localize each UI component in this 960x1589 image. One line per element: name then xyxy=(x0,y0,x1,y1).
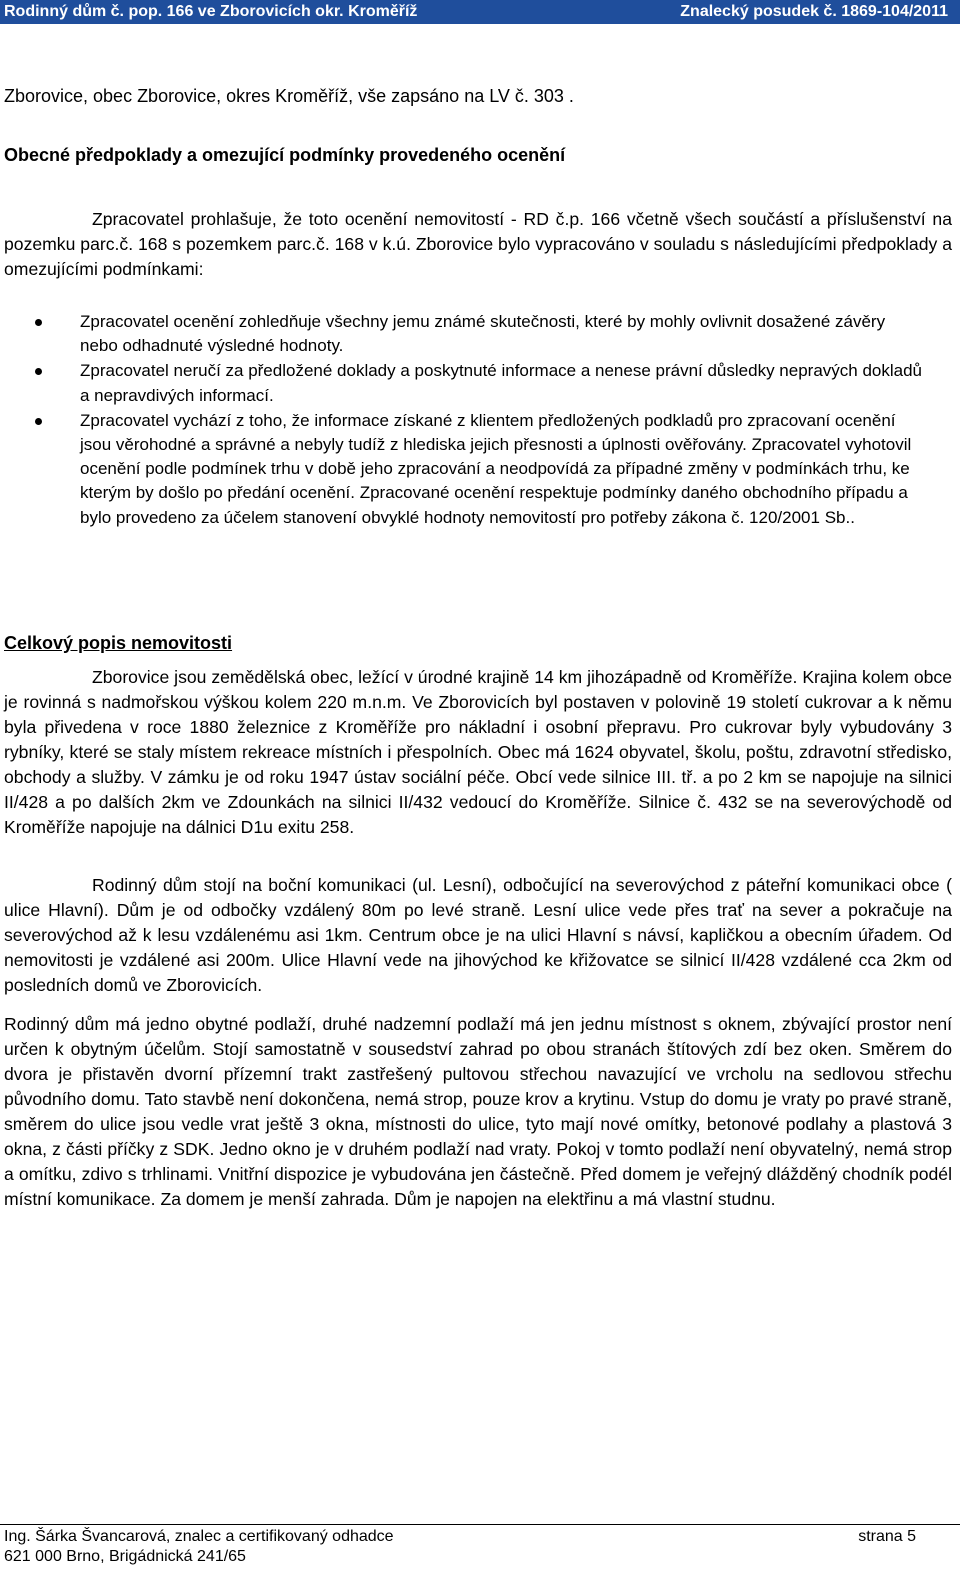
list-item-text: Zpracovatel neručí za předložené doklady a poskytnuté informace a nenese právní důsledky nepravých dokladů a nepravdivých informací. xyxy=(80,361,923,405)
bullet-icon xyxy=(35,418,42,425)
header-document-title: Rodinný dům č. pop. 166 ve Zborovicích okr. Kroměříž xyxy=(4,3,418,20)
intro-line: Zborovice, obec Zborovice, okres Kroměříž, vše zapsáno na LV č. 303 . xyxy=(4,86,574,106)
header-report-number: Znalecký posudek č. 1869-104/2011 xyxy=(680,3,948,20)
description-paragraph-village xyxy=(4,665,952,840)
list-item xyxy=(0,409,960,530)
assumptions-paragraph-text: Zpracovatel prohlašuje, že toto ocenění nemovitostí - RD č.p. 166 včetně všech součástí a příslušenství na pozemku parc.č. 168 s pozemkem parc.č. 168 v k.ú. Zborovice bylo vypracováno v souladu s následujícími předpoklady a omezujícími podmínkami: xyxy=(4,209,952,279)
list-item-text: Zpracovatel ocenění zohledňuje všechny jemu známé skutečnosti, které by mohly ovlivnit dosažené závěry nebo odhadnuté výsledné hodnoty. xyxy=(80,312,886,356)
assumptions-paragraph xyxy=(4,207,952,282)
footer-page-number: strana 5 xyxy=(858,1528,916,1545)
list-item xyxy=(0,359,960,407)
description-paragraph-house: Rodinný dům má jedno obytné podlaží, druhé nadzemní podlaží má jen jednu místnost s oknem, zbývající prostor není určen k obytným účelům. Stojí samostatně v sousedství zahrad po obou stranách štítových zdí bez oken. Směrem do dvora je přistavěn dvorní přízemní trakt zastřešený pultovou střechou navazující ve vrcholu na sedlovou střechu původního domu. Tato stavbě není dokončena, nemá strop, pouze krov a krytinu. Vstup do domu je vraty po pravé straně, směrem do ulice jsou vedle vrat ještě 3 okna, místnosti do ulice, tyto mají nové omítky, betonové podlahy a plastová 3 okna, z části příčky z SDK. Jedno okno je v druhém podlaží nad vraty. Pokoj v tomto podlaží není obyvatelný, nemá strop a omítku, zdivo s trhlinami. Vnitřní dispozice je vybudována jen částečně. Před domem je veřejný dlážděný chodník podél místní komunikace. Za domem je menší zahrada. Dům je napojen na elektřinu a má vlastní studnu. xyxy=(4,1014,952,1209)
footer-author: Ing. Šárka Švancarová, znalec a certifikovaný odhadce xyxy=(4,1528,394,1545)
description-paragraph-location xyxy=(4,873,952,998)
section-title-assumptions: Obecné předpoklady a omezující podmínky provedeného ocenění xyxy=(4,145,566,165)
footer-divider xyxy=(0,1524,960,1525)
section-title-description: Celkový popis nemovitosti xyxy=(4,633,233,653)
description-paragraph-village-text: Zborovice jsou zemědělská obec, ležící v úrodné krajině 14 km jihozápadně od Kroměříže. Krajina kolem obce je rovinná s nadmořskou výškou kolem 220 m.n.m. Ve Zborovicích byl postaven v polovině 19 století cukrovar a k němu byla přivedena v roce 1880 železnice z Kroměříže pro nákladní i osobní přepravu. Pro cukrovar byly vybudovány 3 rybníky, které se staly místem rekreace místních i přespolních. Obec má 1624 obyvatel, školu, poštu, zdravotní středisko, obchody a služby. V zámku je od roku 1947 ústav sociální péče. Obcí vede silnice III. tř. a po 2 km se napojuje na silnici II/428 a po dalších 2km ve Zdounkách na silnici II/432 vedoucí do Kroměříže. Silnice č. 432 se na severovýchodě od Kroměříže napojuje na dálnici D1u exitu 258. xyxy=(4,667,952,837)
description-paragraph-location-text: Rodinný dům stojí na boční komunikaci (ul. Lesní), odbočující na severovýchod z páteřní komunikaci obce ( ulice Hlavní). Dům je od odbočky vzdálený 80m po levé straně. Lesní ulice vede přes trať na sever a pokračuje na severovýchod až k lesu vzdálenému asi 1km. Centrum obce je na ulici Hlavní s návsí, kapličkou a obecním úřadem. Od nemovitosti je vzdálené asi 200m. Ulice Hlavní vede na jihovýchod ke křižovatce se silnicí II/428 vzdálené cca 2km od posledních domů ve Zborovicích. xyxy=(4,875,952,995)
list-item xyxy=(0,310,960,358)
bullet-icon xyxy=(35,319,42,326)
page-header xyxy=(0,0,960,24)
list-item-text: Zpracovatel vychází z toho, že informace získané z klientem předložených podkladů pro zpracovaní ocenění jsou věrohodné a správné a nebyly tudíž z hlediska jejich přesnosti a úplnosti ověřovány. Zpracovatel vyhotovil ocenění podle podmínek trhu v době jeho zpracování a neodpovídá za případné změny v podmínkách trhu, ke kterým by došlo po předání ocenění. Zpracované ocenění respektuje podmínky daného obchodního případu a bylo provedeno za účelem stanovení obvyklé hodnoty nemovitostí pro potřeby zákona č. 120/2001 Sb.. xyxy=(80,410,912,527)
bullet-icon xyxy=(35,368,42,375)
assumptions-list xyxy=(0,310,960,530)
footer-address: 621 000 Brno, Brigádnická 241/65 xyxy=(4,1548,246,1565)
